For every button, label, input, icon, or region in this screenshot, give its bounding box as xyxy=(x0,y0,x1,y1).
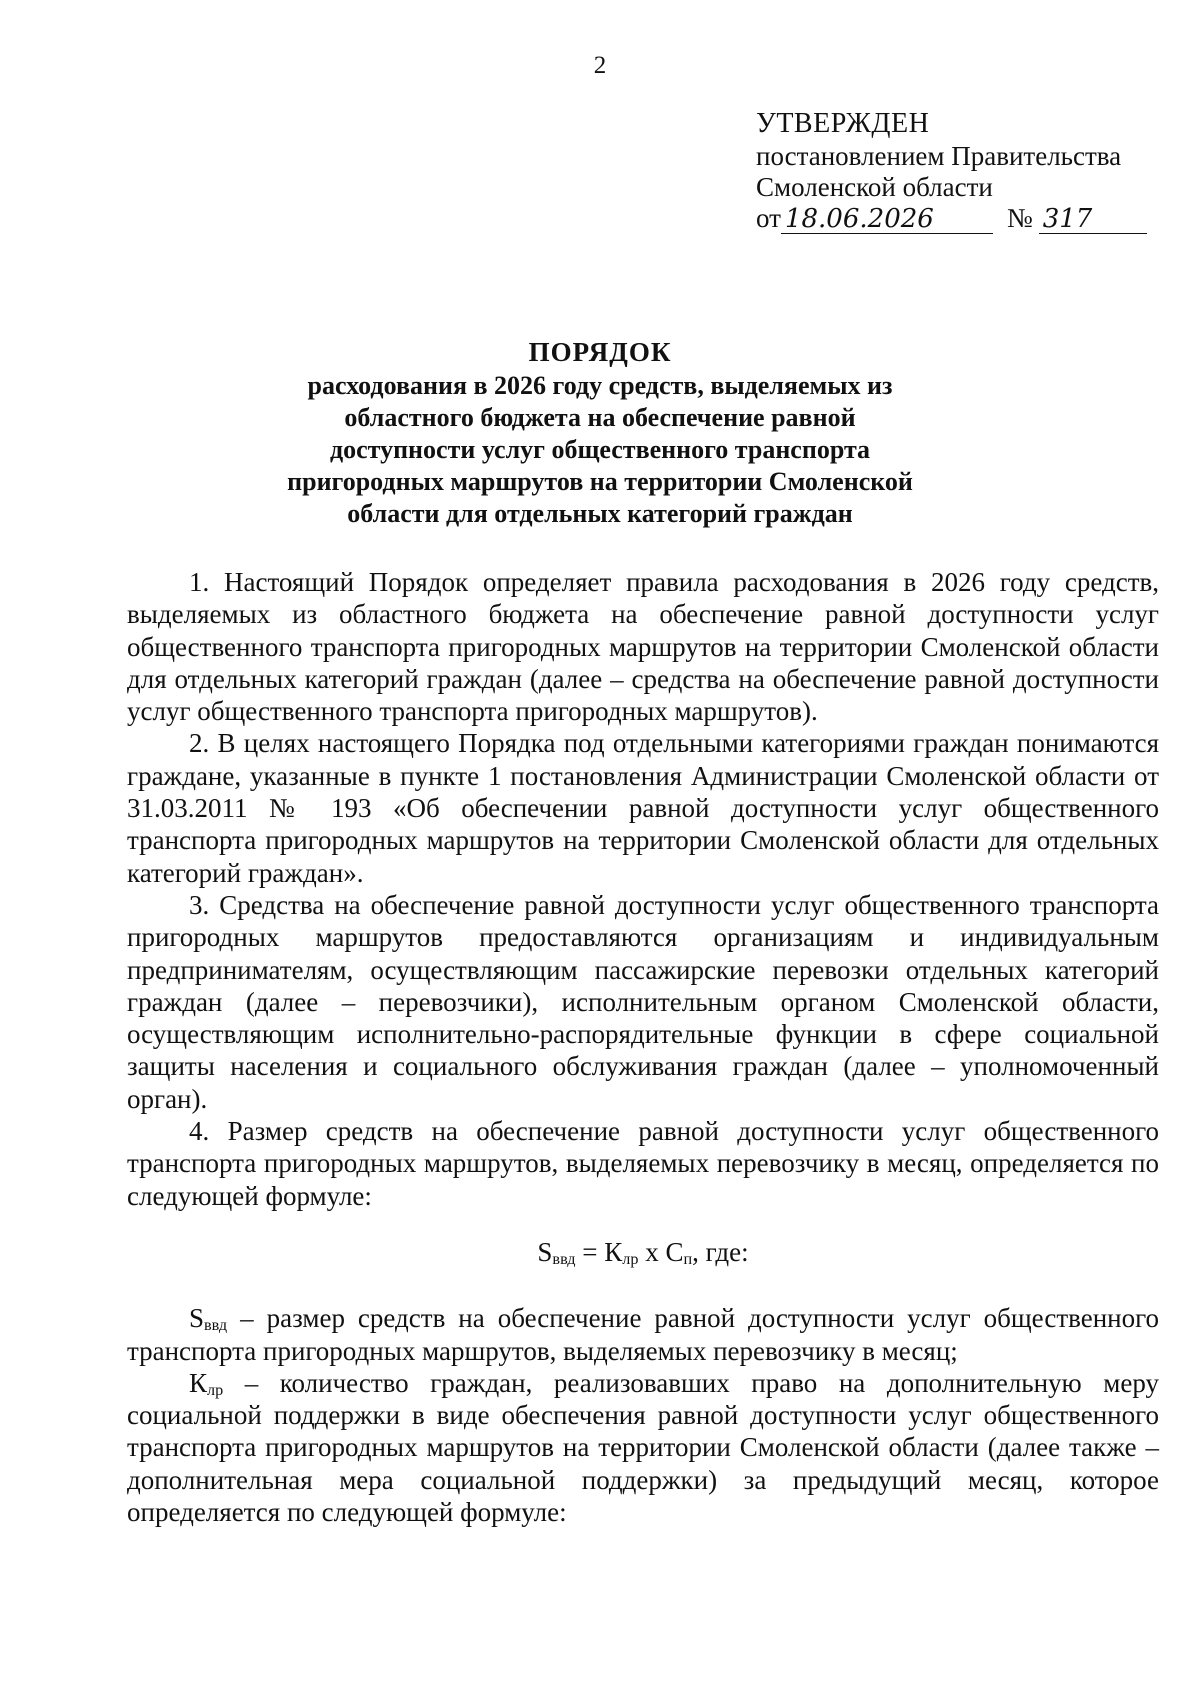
paragraph-4: 4. Размер средств на обеспечение равной доступности услуг общественного транспорта пригородных маршрутов, выделяемых перевозчику в месяц, определяется по следующей формуле: xyxy=(127,1116,1159,1211)
definition-s xyxy=(127,1302,1159,1367)
paragraph-2: 2. В целях настоящего Порядка под отдельными категориями граждан понимаются граждане, указанные в пункте 1 постановления Администрации Смоленской области от 31.03.2011 № 193 «Об обеспечении равной доступности услуг общественного транспорта пригородных маршрутов на территории Смоленской области для отдельных категорий граждан». xyxy=(127,728,1159,888)
underline-gap xyxy=(967,205,993,234)
document-title xyxy=(0,336,1200,530)
approval-line-1: постановлением Правительства xyxy=(756,141,1122,171)
definition-k xyxy=(127,1367,1159,1528)
title-main: ПОРЯДОК xyxy=(528,337,672,367)
title-line-1: расходования в 2026 году средств, выделяемых из xyxy=(307,371,893,400)
title-line-2: областного бюджета на обеспечение равной xyxy=(344,403,856,432)
formula-k-sub: лр xyxy=(622,1249,639,1268)
approval-block xyxy=(756,108,1176,234)
formula-c: С xyxy=(665,1236,684,1267)
paragraph-1: 1. Настоящий Порядок определяет правила расходования в 2026 году средств, выделяемых из областного бюджета на обеспечение равной доступности услуг общественного транспорта пригородных маршрутов на территории Смоленской области для отдельных категорий граждан (далее – средства на обеспечение равной доступности услуг общественного транспорта пригородных маршрутов). xyxy=(127,567,1159,727)
def-s-symbol: S xyxy=(189,1303,205,1334)
formula-s-sub: ввд xyxy=(552,1249,576,1268)
title-line-4: пригородных маршрутов на территории Смоленской xyxy=(287,467,913,496)
formula-c-sub: п xyxy=(683,1249,693,1268)
def-k-sub: лр xyxy=(207,1380,224,1399)
approval-date-number-row xyxy=(756,203,1176,234)
handwritten-date: 18.06.2026 xyxy=(781,205,967,234)
formula-s: S xyxy=(537,1236,553,1267)
title-line-3: доступности услуг общественного транспорта xyxy=(329,435,871,464)
formula-tail: , где: xyxy=(692,1236,749,1267)
number-prefix: № xyxy=(1006,203,1033,233)
approval-heading: УТВЕРЖДЕН xyxy=(756,108,930,139)
page-number: 2 xyxy=(593,52,607,79)
formula-eq: = xyxy=(575,1236,605,1267)
approval-line-2: Смоленской области xyxy=(756,172,993,202)
paragraph-3: 3. Средства на обеспечение равной доступности услуг общественного транспорта пригородных маршрутов предоставляются организациям и индивидуальным предпринимателям, осуществляющим пассажирские перевозки отдельных категорий граждан (далее – перевозчики), исполнительным органом Смоленской области, осуществляющим исполнительно-распорядительные функции в сфере социальной защиты населения и социального обслуживания граждан (далее – уполномоченный орган). xyxy=(127,889,1159,1114)
title-line-5: области для отдельных категорий граждан xyxy=(347,499,853,528)
handwritten-number: 317 xyxy=(1039,205,1147,234)
formula-times: х xyxy=(638,1236,666,1267)
document-body xyxy=(127,566,1159,1528)
formula-k: К xyxy=(604,1236,623,1267)
def-k-text: – количество граждан, реализовавших право на дополнительную меру социальной поддержки в виде обеспечения равной доступности услуг общественного транспорта пригородных маршрутов на территории Смоленской области (далее также – дополнительная мера социальной поддержки) за предыдущий месяц, которое определяется по следующей формуле: xyxy=(127,1367,1159,1528)
def-k-symbol: К xyxy=(189,1367,208,1398)
def-s-text: – размер средств на обеспечение равной доступности услуг общественного транспорта пригородных маршрутов, выделяемых перевозчику в месяц; xyxy=(127,1303,1159,1366)
def-s-sub: ввд xyxy=(204,1316,228,1335)
date-prefix: от xyxy=(756,203,781,233)
formula-main xyxy=(127,1236,1159,1268)
